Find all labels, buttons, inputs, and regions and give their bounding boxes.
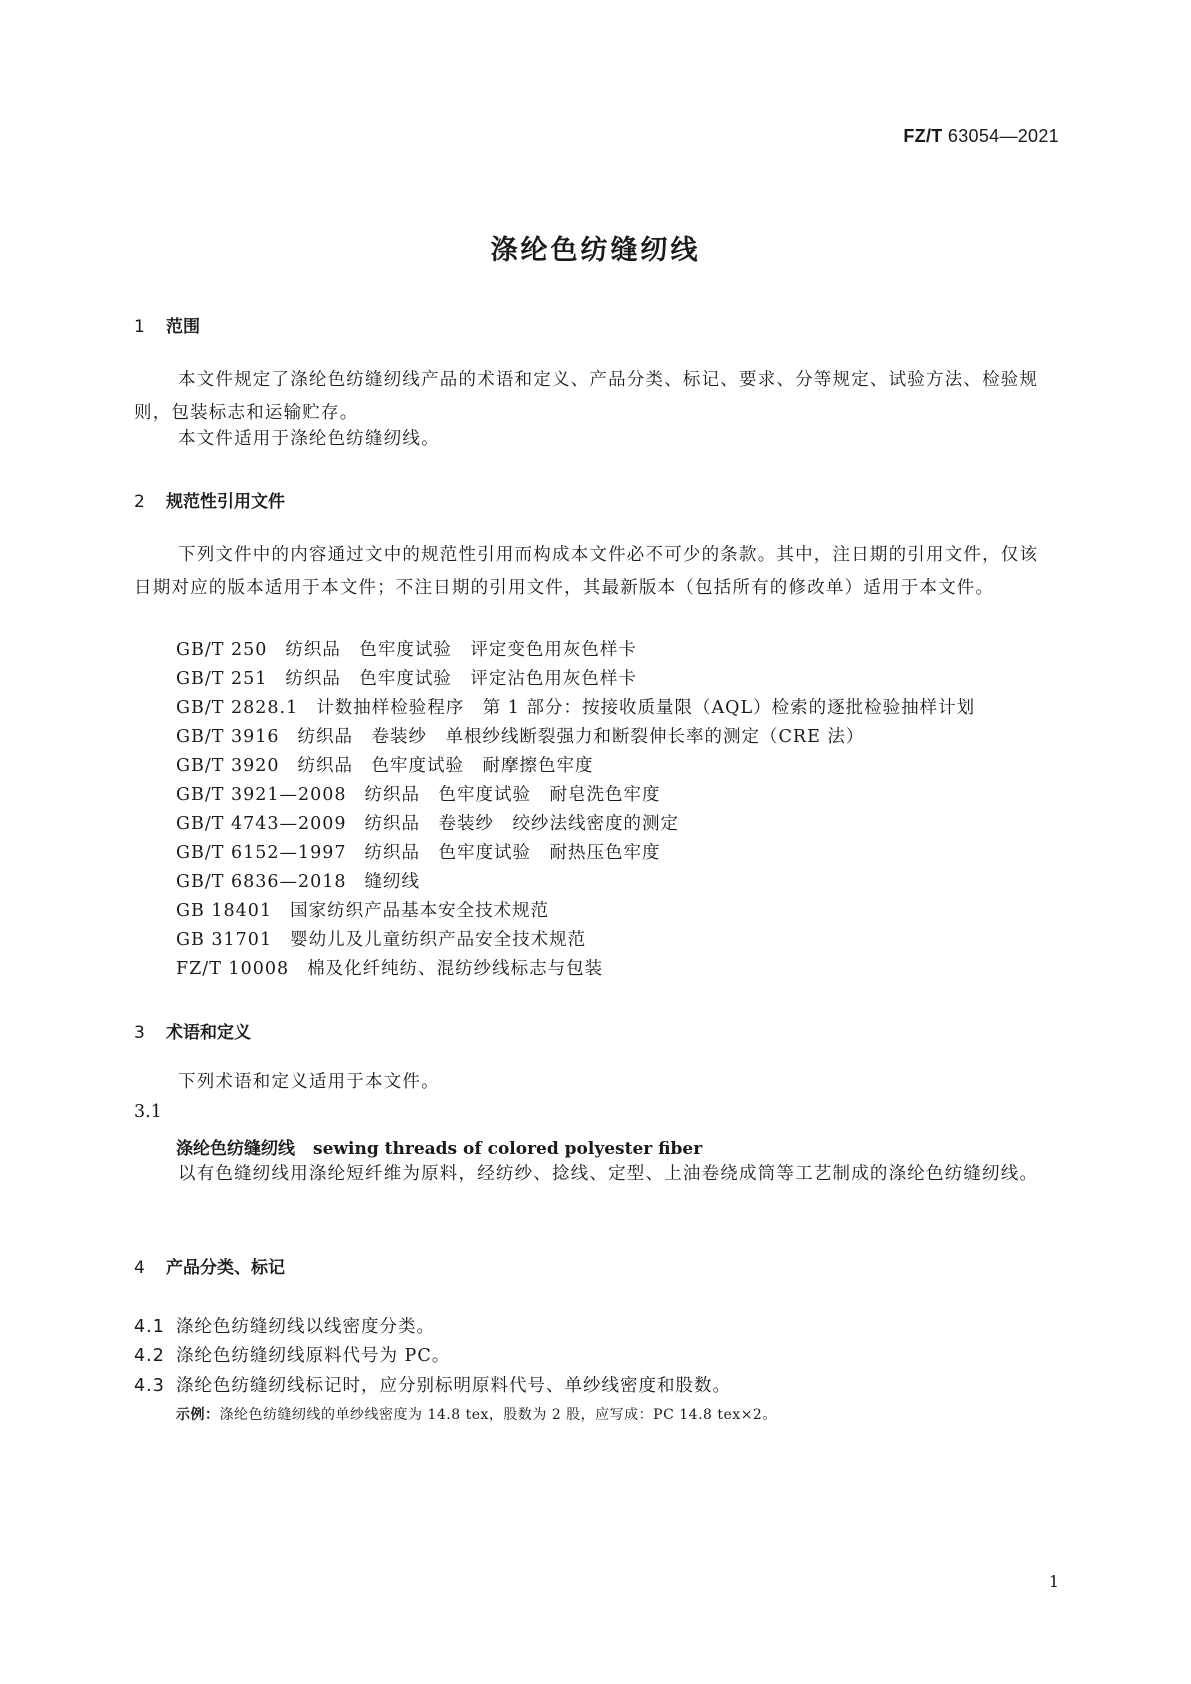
reference-item: GB/T 250 纺织品 色牢度试验 评定变色用灰色样卡 xyxy=(176,640,637,660)
reference-item: GB/T 3916 纺织品 卷装纱 单根纱线断裂强力和断裂伸长率的测定（CRE 法） xyxy=(176,727,865,747)
section-1-paragraph-2: 本文件适用于涤纶色纺缝纫线。 xyxy=(178,429,440,449)
example-label: 示例： xyxy=(176,1407,220,1423)
section-1-heading xyxy=(134,312,200,337)
section-title: 产品分类、标记 xyxy=(166,1258,285,1278)
section-number: 3 xyxy=(134,1023,145,1043)
reference-item: GB 18401 国家纺织产品基本安全技术规范 xyxy=(176,901,550,921)
clause-item: 4.3 涤纶色纺缝纫线标记时，应分别标明原料代号、单纱线密度和股数。 xyxy=(134,1376,731,1396)
example-text: 涤纶色纺缝纫线的单纱线密度为 14.8 tex，股数为 2 股，应写成：PC 14.8 tex×2。 xyxy=(219,1407,777,1423)
reference-item: GB/T 4743—2009 纺织品 卷装纱 绞纱法线密度的测定 xyxy=(176,814,680,834)
term-chinese: 涤纶色纺缝纫线 xyxy=(176,1139,295,1159)
reference-item: GB/T 3921—2008 纺织品 色牢度试验 耐皂洗色牢度 xyxy=(176,785,661,805)
section-1-paragraph-1: 本文件规定了涤纶色纺缝纫线产品的术语和定义、产品分类、标记、要求、分等规定、试验方法、检验规则，包装标志和运输贮存。 xyxy=(134,370,1039,423)
section-2-heading xyxy=(134,487,285,512)
term-definition: 以有色缝纫线用涤纶短纤维为原料，经纺纱、捻线、定型、上油卷绕成筒等工艺制成的涤纶色纺缝纫线。 xyxy=(178,1164,1039,1184)
section-title: 规范性引用文件 xyxy=(166,492,285,512)
reference-item: GB/T 3920 纺织品 色牢度试验 耐摩擦色牢度 xyxy=(176,756,594,776)
example-note xyxy=(176,1404,777,1424)
standard-code xyxy=(903,126,1059,147)
term-title xyxy=(176,1134,702,1159)
section-3-heading xyxy=(134,1018,251,1043)
reference-item: GB/T 2828.1 计数抽样检验程序 第 1 部分：按接收质量限（AQL）检索的逐批检验抽样计划 xyxy=(176,698,976,718)
term-number: 3.1 xyxy=(134,1102,162,1122)
standard-prefix: FZ/T xyxy=(903,126,943,146)
page-number: 1 xyxy=(1048,1572,1059,1591)
reference-item: GB/T 251 纺织品 色牢度试验 评定沾色用灰色样卡 xyxy=(176,669,637,689)
reference-item: GB 31701 婴幼儿及儿童纺织产品安全技术规范 xyxy=(176,930,587,950)
section-number: 1 xyxy=(134,317,145,337)
section-3-paragraph-1: 下列术语和定义适用于本文件。 xyxy=(178,1072,440,1092)
section-title: 术语和定义 xyxy=(166,1023,251,1043)
reference-item: GB/T 6152—1997 纺织品 色牢度试验 耐热压色牢度 xyxy=(176,843,661,863)
section-number: 4 xyxy=(134,1258,145,1278)
reference-item: GB/T 6836—2018 缝纫线 xyxy=(176,872,421,892)
section-4-heading xyxy=(134,1253,285,1278)
reference-item: FZ/T 10008 棉及化纤纯纺、混纺纱线标志与包装 xyxy=(176,959,604,979)
term-english: sewing threads of colored polyester fiber xyxy=(313,1139,703,1159)
clause-item: 4.2 涤纶色纺缝纫线原料代号为 PC。 xyxy=(134,1346,451,1366)
section-title: 范围 xyxy=(166,317,200,337)
section-number: 2 xyxy=(134,492,145,512)
clause-item: 4.1 涤纶色纺缝纫线以线密度分类。 xyxy=(134,1317,435,1337)
section-2-paragraph-1: 下列文件中的内容通过文中的规范性引用而构成本文件必不可少的条款。其中，注日期的引用文件，仅该日期对应的版本适用于本文件；不注日期的引用文件，其最新版本（包括所有的修改单）适用于本文件。 xyxy=(134,545,1039,598)
document-title: 涤纶色纺缝纫线 xyxy=(490,235,701,266)
standard-number: 63054—2021 xyxy=(947,126,1059,146)
